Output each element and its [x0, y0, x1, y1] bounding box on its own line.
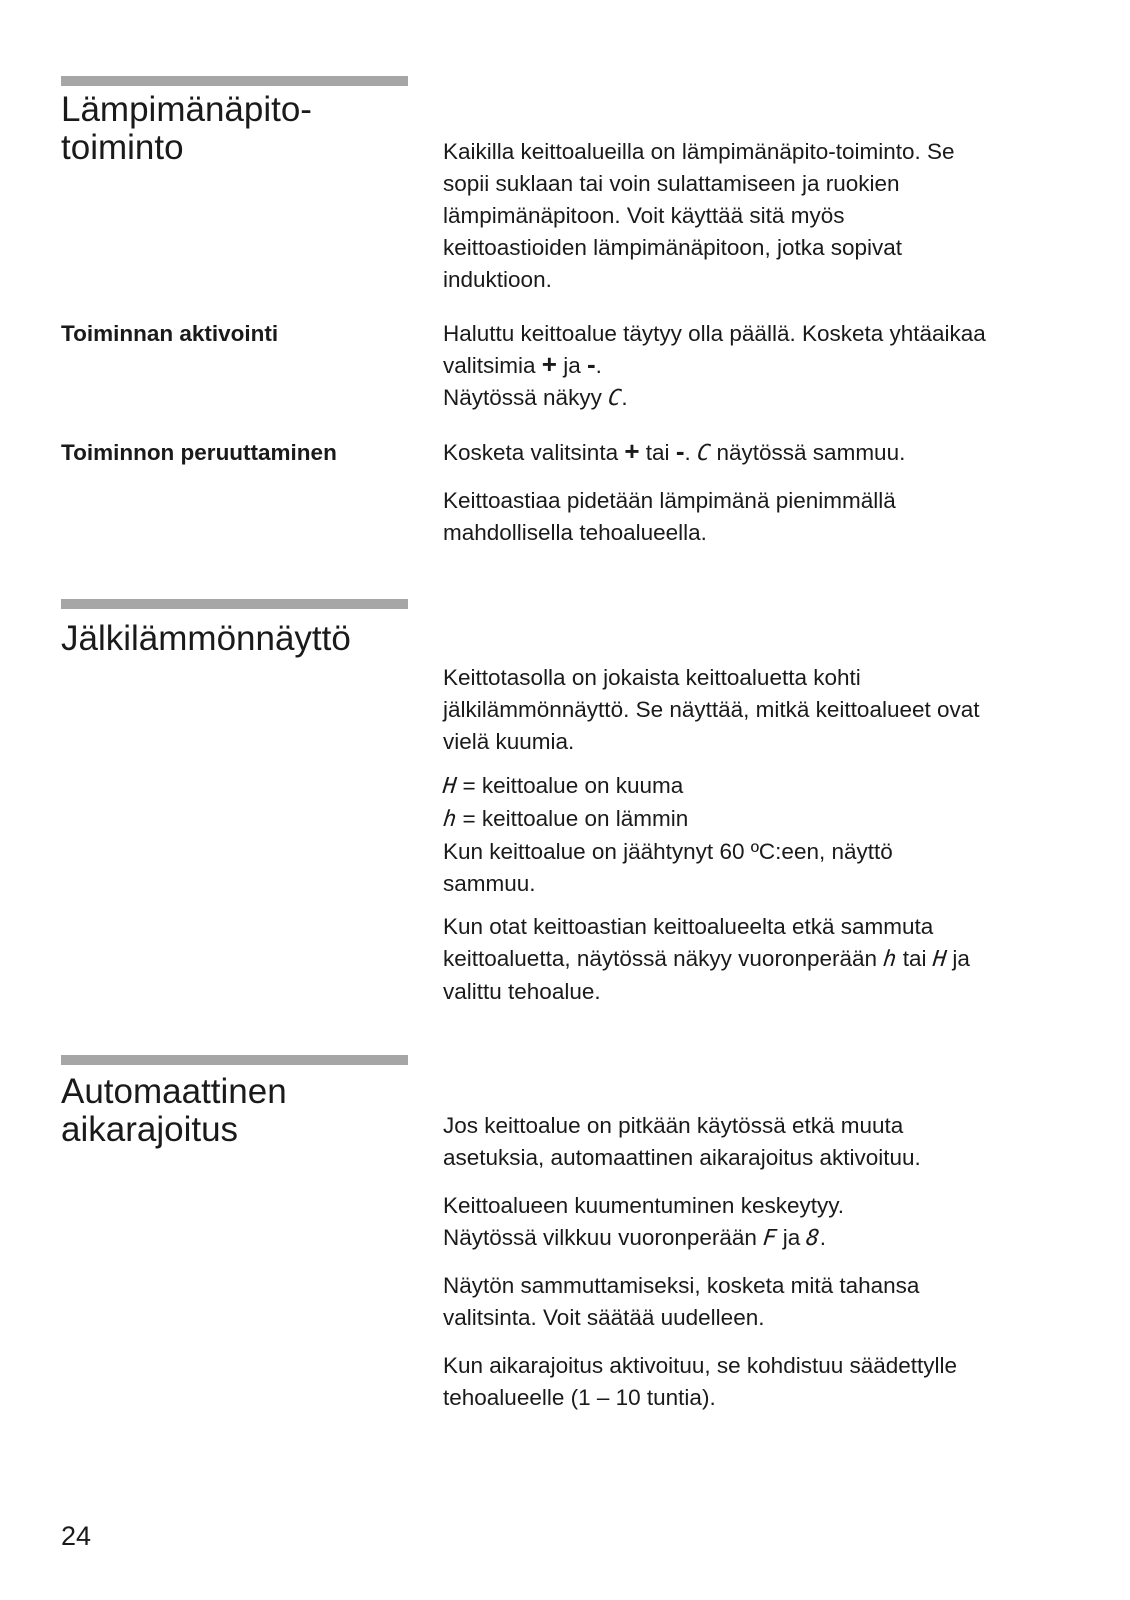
display-symbol-icon: H — [441, 774, 458, 799]
text-line — [443, 1222, 1083, 1255]
keep-warm-note — [443, 485, 1083, 549]
text-fragment: tai — [639, 440, 676, 465]
text-line: tehoalueelle (1 – 10 tuntia). — [443, 1385, 716, 1410]
heading-line: Lämpimänäpito- — [61, 90, 312, 129]
section-divider-residual-heat — [61, 599, 408, 609]
text-line: Jos keittoalue on pitkään käytössä etkä muuta — [443, 1113, 904, 1138]
text-fragment: = keittoalue on kuuma — [456, 773, 684, 798]
display-symbol-icon: C — [606, 386, 623, 411]
residual-heat-legend — [443, 770, 1083, 900]
text-line — [443, 943, 1083, 976]
residual-heat-intro — [443, 662, 1083, 758]
section-divider-keep-warm — [61, 76, 408, 86]
plus-symbol-icon: + — [541, 349, 557, 379]
heading-line: toiminto — [61, 128, 184, 167]
auto-timer-off — [443, 1270, 1083, 1334]
display-symbol-icon: F — [761, 1226, 778, 1251]
heading-line: aikarajoitus — [61, 1110, 239, 1149]
heading-line: Automaattinen — [61, 1072, 287, 1111]
text-fragment: = keittoalue on lämmin — [456, 806, 689, 831]
text-line: Keittotasolla on jokaista keittoaluetta kohti — [443, 665, 861, 690]
display-symbol-icon: C — [695, 441, 712, 466]
text-fragment: näytössä sammuu. — [710, 440, 906, 465]
text-fragment: ja — [946, 946, 970, 971]
text-fragment: . — [684, 440, 697, 465]
text-line: sopii suklaan tai voin sulattamiseen ja ruokien — [443, 171, 900, 196]
text-line: Kun otat keittoastian keittoalueelta etkä sammuta — [443, 914, 934, 939]
text-fragment: Näytössä vilkkuu vuoronperään — [443, 1225, 764, 1250]
text-line: Kun keittoalue on jäähtynyt 60 ºC:een, näyttö — [443, 839, 893, 864]
display-symbol-icon: h — [882, 947, 898, 972]
text-fragment: . — [621, 385, 628, 410]
text-line: mahdollisella tehoalueella. — [443, 520, 707, 545]
minus-symbol-icon: - — [675, 436, 685, 466]
text-line: Haluttu keittoalue täytyy olla päällä. Kosketa yhtäaikaa — [443, 321, 986, 346]
text-line: Näytön sammuttamiseksi, kosketa mitä tahansa — [443, 1273, 920, 1298]
text-line: valittu tehoalue. — [443, 979, 601, 1004]
legend-hot — [443, 770, 1083, 803]
label-cancel: Toiminnon peruuttaminen — [61, 440, 337, 465]
residual-heat-remove — [443, 911, 1083, 1008]
text-line: Keittoalueen kuumentuminen keskeytyy. — [443, 1193, 845, 1218]
activate-text — [443, 318, 1083, 415]
text-fragment: ja — [776, 1225, 807, 1250]
display-symbol-icon: 8 — [805, 1226, 822, 1251]
minus-symbol-icon: - — [586, 349, 596, 379]
text-line — [443, 382, 1083, 415]
heading-auto-timer — [61, 1073, 421, 1149]
text-line: vielä kuumia. — [443, 729, 575, 754]
text-line: lämpimänäpitoon. Voit käyttää sitä myös — [443, 203, 845, 228]
auto-timer-interrupt — [443, 1190, 1083, 1255]
label-activate: Toiminnan aktivointi — [61, 321, 279, 346]
display-symbol-icon: H — [931, 947, 948, 972]
text-fragment: . — [595, 353, 602, 378]
text-line: asetuksia, automaattinen aikarajoitus aktivoituu. — [443, 1145, 921, 1170]
heading-keep-warm — [61, 91, 421, 167]
heading-residual-heat: Jälkilämmönnäyttö — [61, 619, 351, 658]
cancel-text — [443, 437, 1083, 470]
text-line: sammuu. — [443, 871, 536, 896]
text-fragment: keittoaluetta, näytössä näkyy vuoronperään — [443, 946, 884, 971]
auto-timer-intro — [443, 1110, 1083, 1174]
keep-warm-intro — [443, 136, 1083, 296]
text-line: Kaikilla keittoalueilla on lämpimänäpito-toiminto. Se — [443, 139, 955, 164]
plus-symbol-icon: + — [624, 436, 640, 466]
text-fragment: valitsimia — [443, 353, 542, 378]
text-fragment: ja — [556, 353, 587, 378]
text-line: Kun aikarajoitus aktivoituu, se kohdistuu säädettylle — [443, 1353, 958, 1378]
text-line — [443, 437, 1083, 470]
section-divider-auto-timer — [61, 1055, 408, 1065]
text-fragment: Kosketa valitsinta — [443, 440, 625, 465]
text-line: induktioon. — [443, 267, 552, 292]
text-line: Keittoastiaa pidetään lämpimänä pienimmällä — [443, 488, 896, 513]
auto-timer-limit — [443, 1350, 1083, 1414]
text-fragment: . — [819, 1225, 826, 1250]
text-line: keittoastioiden lämpimänäpitoon, jotka sopivat — [443, 235, 903, 260]
display-symbol-icon: h — [441, 807, 458, 832]
legend-warm — [443, 803, 1083, 836]
text-fragment: tai — [896, 946, 933, 971]
text-fragment: Näytössä näkyy — [443, 385, 609, 410]
text-line: jälkilämmönnäyttö. Se näyttää, mitkä keittoalueet ovat — [443, 697, 980, 722]
page-number: 24 — [61, 1521, 92, 1551]
text-line — [443, 350, 1083, 382]
text-line: valitsinta. Voit säätää uudelleen. — [443, 1305, 765, 1330]
